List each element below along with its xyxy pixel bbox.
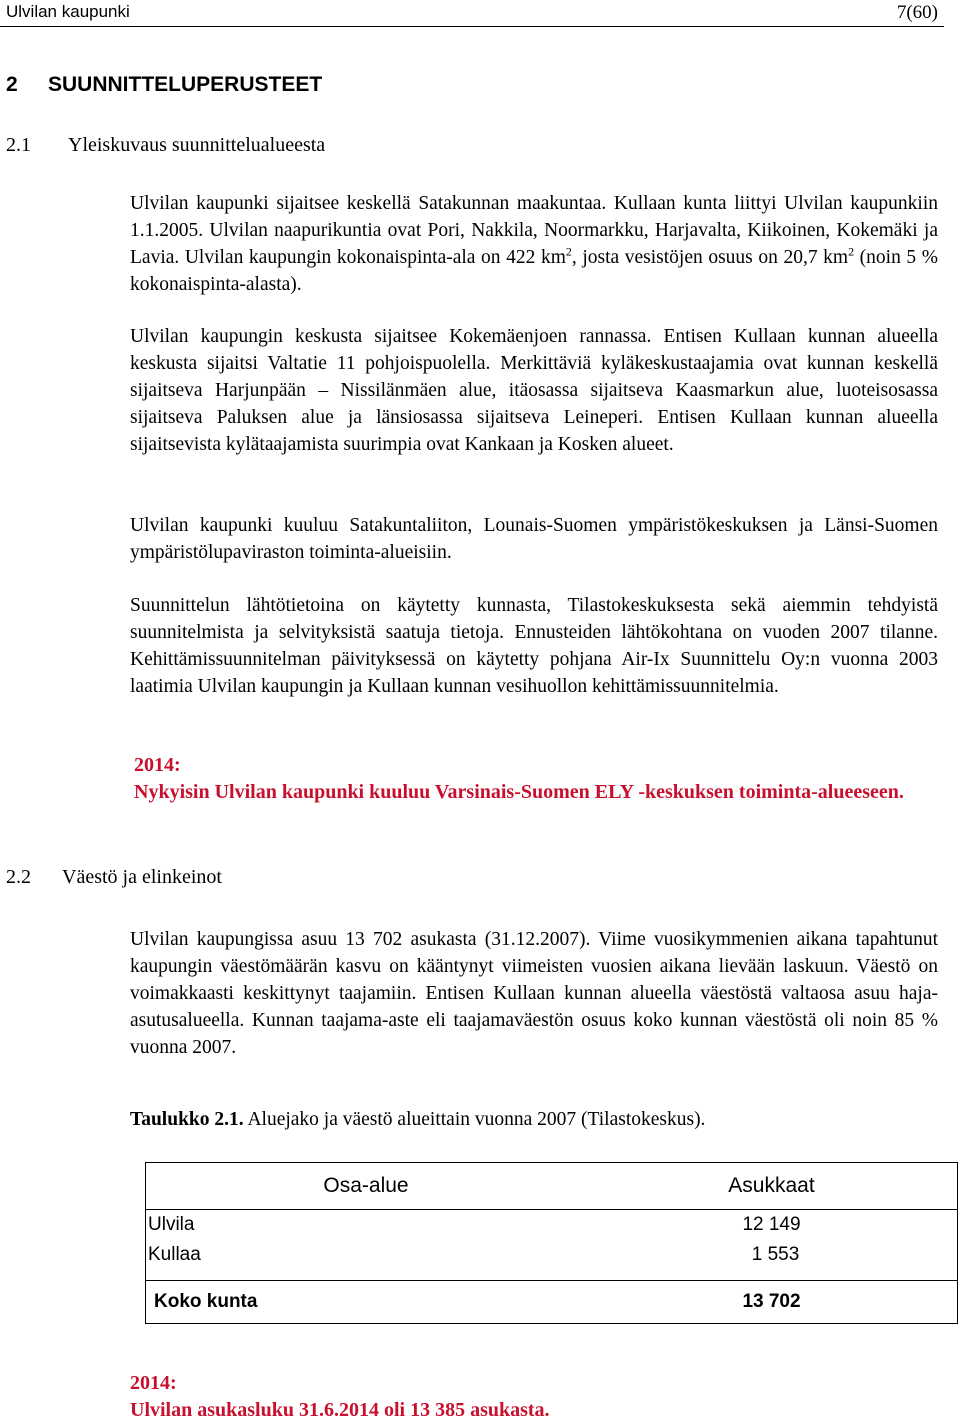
population-table <box>145 1162 958 1324</box>
table-cell-area: Kullaa <box>146 1240 587 1270</box>
table-spacer-row <box>146 1270 958 1281</box>
section-heading-2-2 <box>6 866 222 889</box>
table-total-value: 13 702 <box>586 1281 958 1324</box>
header-rule <box>0 26 944 27</box>
table-header-row <box>146 1163 958 1210</box>
paragraph-authorities: Ulvilan kaupunki kuuluu Satakuntaliiton, Lounais-Suomen ympäristökeskuksen ja Länsi-Suomen ympäristölupaviraston toiminta-alueisiin. <box>130 515 938 563</box>
update-note-2014-ely <box>134 752 934 806</box>
superscript: 2 <box>565 244 572 259</box>
section-heading-2 <box>6 73 322 97</box>
table-total-row <box>146 1281 958 1324</box>
update-note-2014-population <box>130 1370 930 1424</box>
running-header-title: Ulvilan kaupunki <box>6 2 130 21</box>
paragraph-sources: Suunnittelun lähtötietoina on käytetty kunnasta, Tilastokeskuksesta sekä aiemmin tehdyistä suunnitelmista ja selvityksistä saatuja tietoja. Ennusteiden lähtökohtana on vuoden 2007 tilanne. Kehittämissuunnitelman päivityksessä on käytetty pohjana Air-Ix Suunnittelu Oy:n vuonna 2003 laatimia Ulvilan kaupungin ja Kullaan kunnan vesihuollon kehittämissuunnitelmia. <box>130 595 938 697</box>
section-number: 2 <box>6 73 18 96</box>
superscript: 2 <box>848 244 855 259</box>
paragraph-population: Ulvilan kaupungissa asuu 13 702 asukasta (31.12.2007). Viime vuosikymmenien aikana tapahtunut kaupungin väestömäärän kasvu on kääntynyt viimeisten vuosien aikana lievään laskuun. Väestö on voimakkaasti keskittynyt taajamiin. Entisen Kullaan kunnan alueella väestöstä valtaosa asuu haja-asutusalueella. Kunnan taajama-aste eli taajamaväestön osuus koko kunnan väestöstä oli noin 85 % vuonna 2007. <box>130 929 938 1058</box>
update-text: Ulvilan asukasluku 31.6.2014 oli 13 385 asukasta. <box>130 1399 550 1421</box>
section-number: 2.1 <box>6 134 31 156</box>
section-heading-2-1 <box>6 134 325 157</box>
table-total-label: Koko kunta <box>146 1281 587 1324</box>
update-text: Nykyisin Ulvilan kaupunki kuuluu Varsinais-Suomen ELY -keskuksen toiminta-alueeseen. <box>134 781 904 803</box>
section-title: Väestö ja elinkeinot <box>62 866 222 888</box>
update-year: 2014: <box>130 1372 177 1394</box>
paragraph-text: , josta vesistöjen osuus on 20,7 km <box>571 247 849 268</box>
paragraph-text: (noin 5 % kokonaispinta-alasta). <box>130 247 938 295</box>
table-caption-text: Aluejako ja väestö alueittain vuonna 2007 (Tilastokeskus). <box>243 1109 706 1130</box>
paragraph-centre: Ulvilan kaupungin keskusta sijaitsee Kokemäenjoen rannassa. Entisen Kullaan kunnan alueella keskusta sijaitsi Valtatie 11 pohjoispuolella. Merkittäviä kyläkeskustaajamia ovat kunnan keskellä sijaitseva Harjunpään – Nissilänmäen alue, itäosassa sijaitseva Kaasmarkun alue, luoteisosassa sijaitseva Paluksen alue ja länsiosassa sijaitseva Leineperi. Entisen Kullaan kunnan alueella sijaitsevista kylätaajamista suurimpia ovat Kankaan ja Kosken alueet. <box>130 326 938 455</box>
section-title: Yleiskuvaus suunnittelualueesta <box>68 134 326 156</box>
table-cell-area: Ulvila <box>146 1210 587 1241</box>
column-header-residents: Asukkaat <box>586 1163 958 1210</box>
paragraph-text: Ulvilan kaupunki sijaitsee keskellä Satakunnan maakuntaa. Kullaan kunta liittyi Ulvilan kaupunkiin 1.1.2005. Ulvilan naapurikuntia ovat Pori, Nakkila, Noormarkku, Harjavalta, Kiikoinen, Kokemäki ja Lavia. Ulvilan kaupungin kokonaispinta-ala on 422 km <box>130 193 938 268</box>
paragraph-location <box>130 190 938 298</box>
table-row <box>146 1210 958 1241</box>
update-year: 2014: <box>134 754 181 776</box>
page-number: 7(60) <box>896 2 938 23</box>
table-cell-residents: 12 149 <box>586 1210 958 1241</box>
table-caption-label: Taulukko 2.1. <box>130 1109 244 1130</box>
table-cell-residents: 1 553 <box>586 1240 958 1270</box>
column-header-area: Osa-alue <box>146 1163 587 1210</box>
section-number: 2.2 <box>6 866 31 888</box>
table-row <box>146 1240 958 1270</box>
section-title: SUUNNITTELUPERUSTEET <box>48 73 323 96</box>
table-caption <box>130 1109 705 1131</box>
